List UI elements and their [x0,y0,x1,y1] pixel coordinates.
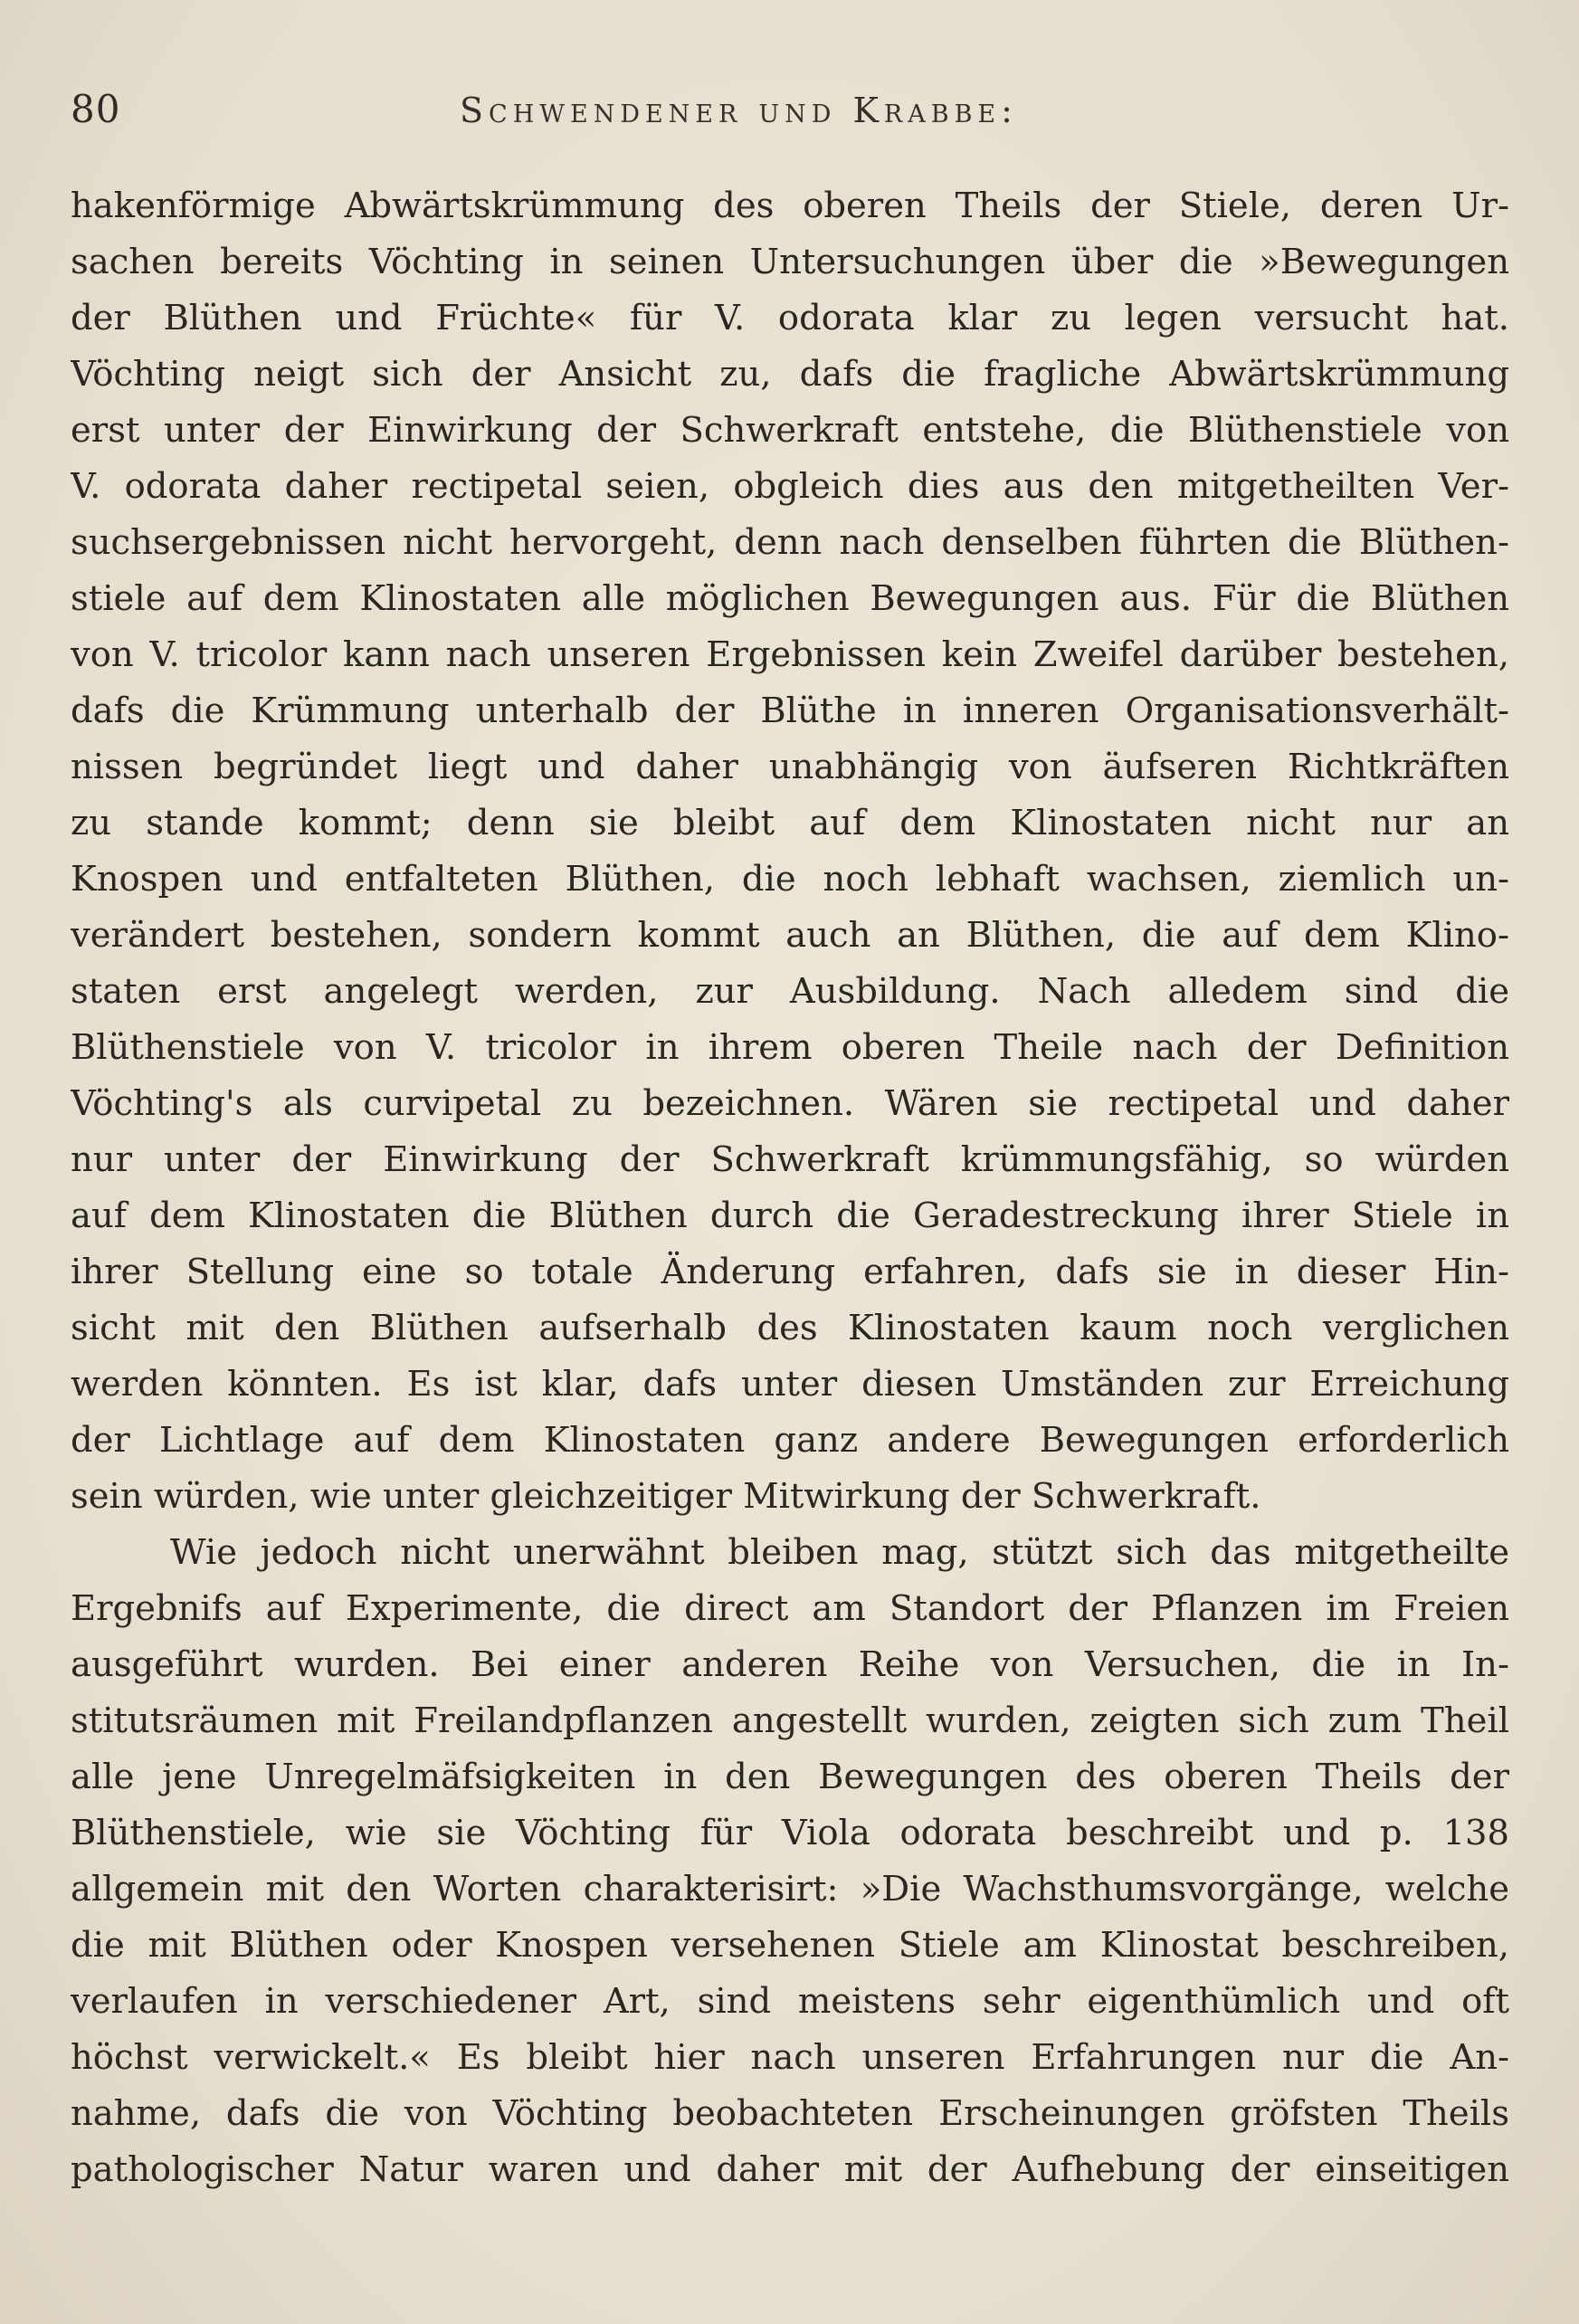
paragraph-start-line: Wie jedoch nicht unerwähnt bleiben mag, stützt sich das mitgetheilte [170,1532,1509,1573]
text-line: werden könnten. Es ist klar, dafs unter diesen Umständen zur Erreichung [71,1364,1509,1405]
text-line: suchsergebnissen nicht hervorgeht, denn nach denselben führten die Blüthen- [71,522,1509,563]
page-header [71,87,1509,141]
text-line: sicht mit den Blüthen aufserhalb des Klinostaten kaum noch verglichen [71,1308,1509,1348]
text-line: Vöchting neigt sich der Ansicht zu, dafs die fragliche Abwärtskrümmung [71,354,1509,395]
text-line: ihrer Stellung eine so totale Änderung erfahren, dafs sie in dieser Hin- [71,1252,1509,1292]
text-line: Vöchting's als curvipetal zu bezeichnen. Wären sie rectipetal und daher [71,1083,1509,1124]
text-line: alle jene Unregelmäfsigkeiten in den Bewegungen des oberen Theils der [71,1757,1509,1797]
text-line: der Blüthen und Früchte« für V. odorata klar zu legen versucht hat. [71,298,1509,338]
text-line: ausgeführt wurden. Bei einer anderen Reihe von Versuchen, die in In- [71,1644,1509,1685]
text-line: Blüthenstiele, wie sie Vöchting für Viola odorata beschreibt und p. 138 [71,1813,1509,1853]
text-line: nur unter der Einwirkung der Schwerkraft krümmungsfähig, so würden [71,1139,1509,1180]
text-line: die mit Blüthen oder Knospen versehenen Stiele am Klinostat beschreiben, [71,1925,1509,1966]
text-line: staten erst angelegt werden, zur Ausbildung. Nach alledem sind die [71,971,1509,1012]
text-line: nahme, dafs die von Vöchting beobachteten Erscheinungen gröfsten Theils [71,2093,1509,2134]
text-line: Ergebnifs auf Experimente, die direct am Standort der Pflanzen im Freien [71,1588,1509,1629]
text-line: nissen begründet liegt und daher unabhängig von äufseren Richtkräften [71,747,1509,787]
text-line: stitutsräumen mit Freilandpflanzen angestellt wurden, zeigten sich zum Theil [71,1700,1509,1741]
body-text [71,178,1509,2198]
text-line: hakenförmige Abwärtskrümmung des oberen Theils der Stiele, deren Ur- [71,186,1509,226]
text-line: verlaufen in verschiedener Art, sind meistens sehr eigenthümlich und oft [71,1981,1509,2022]
text-line: Knospen und entfalteten Blüthen, die noch lebhaft wachsen, ziemlich un- [71,859,1509,900]
text-line: sachen bereits Vöchting in seinen Untersuchungen über die »Bewegungen [71,242,1509,282]
text-line: stiele auf dem Klinostaten alle möglichen Bewegungen aus. Für die Blüthen [71,578,1509,619]
text-line: allgemein mit den Worten charakterisirt: »Die Wachsthumsvorgänge, welche [71,1869,1509,1910]
text-line: pathologischer Natur waren und daher mit der Aufhebung der einseitigen [71,2149,1509,2190]
text-line: zu stande kommt; denn sie bleibt auf dem Klinostaten nicht nur an [71,803,1509,843]
text-line: von V. tricolor kann nach unseren Ergebnissen kein Zweifel darüber bestehen, [71,634,1509,675]
page-number: 80 [71,87,121,131]
running-head: Schwendener und Krabbe: [460,90,1018,130]
text-line: V. odorata daher rectipetal seien, obgleich dies aus den mitgetheilten Ver- [71,466,1509,507]
text-line: auf dem Klinostaten die Blüthen durch die Geradestreckung ihrer Stiele in [71,1195,1509,1236]
text-line: dafs die Krümmung unterhalb der Blüthe in inneren Organisationsverhält- [71,691,1509,731]
text-line: erst unter der Einwirkung der Schwerkraft entstehe, die Blüthenstiele von [71,410,1509,451]
text-line: verändert bestehen, sondern kommt auch an Blüthen, die auf dem Klino- [71,915,1509,956]
text-line: der Lichtlage auf dem Klinostaten ganz andere Bewegungen erforderlich [71,1420,1509,1461]
text-line: höchst verwickelt.« Es bleibt hier nach unseren Erfahrungen nur die An- [71,2037,1509,2078]
paragraph-end-line: sein würden, wie unter gleichzeitiger Mitwirkung der Schwerkraft. [71,1476,1261,1517]
text-line: Blüthenstiele von V. tricolor in ihrem oberen Theile nach der Definition [71,1027,1509,1068]
